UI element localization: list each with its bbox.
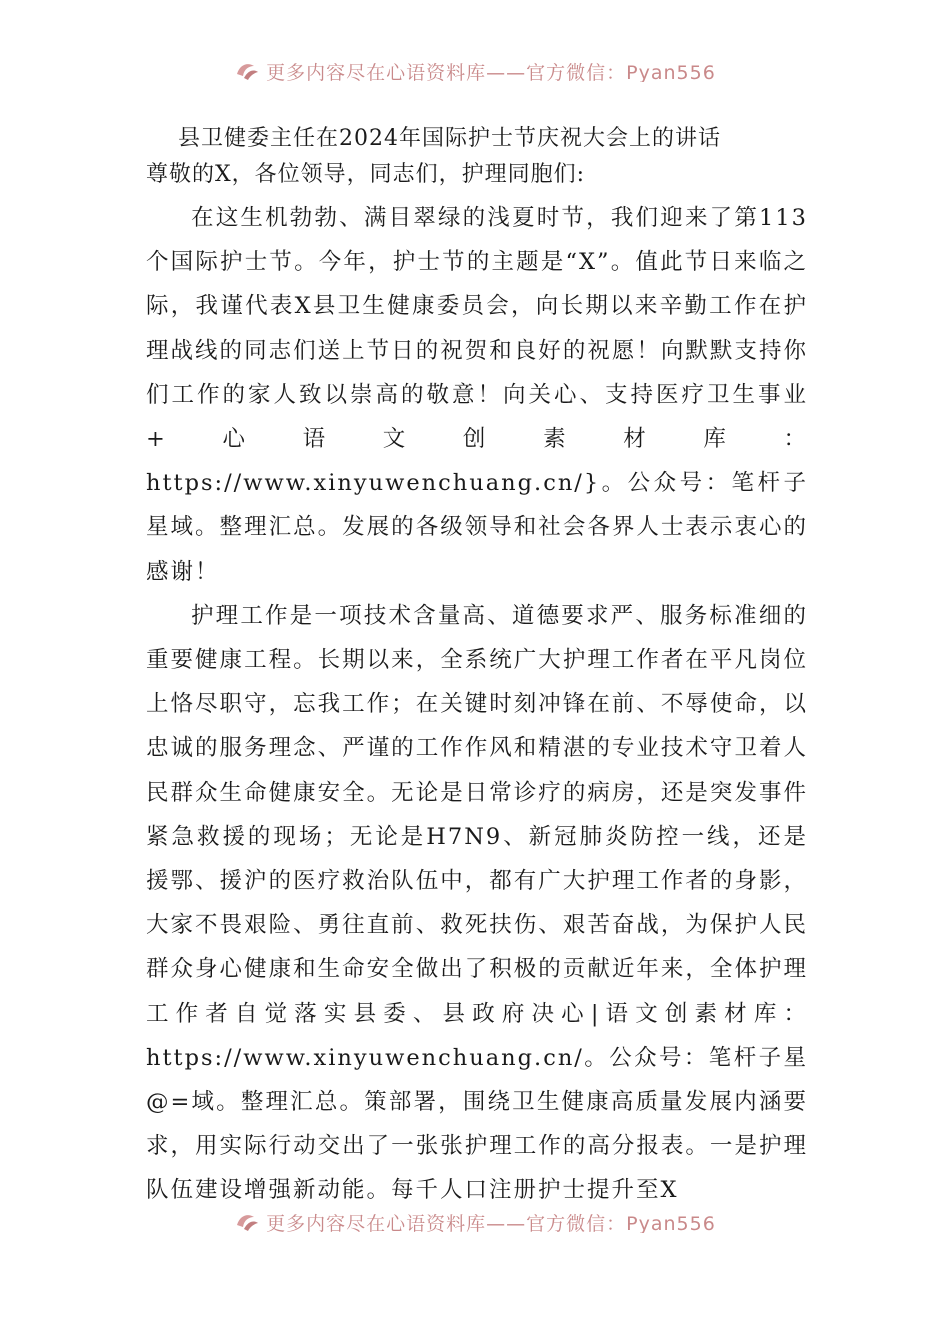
paragraph-2: 护理工作是一项技术含量高、道德要求严、服务标准细的重要健康工程。长期以来，全系统广大护理工作者在平凡岗位上恪尽职守，忘我工作；在关键时刻冲锋在前、不辱使命，以忠诚的服务理念、严谨的工作作风和精湛的专业技术守卫着人民群众生命健康安全。无论是日常诊疗的病房，还是突发事件紧急救援的现场；无论是H7N9、新冠肺炎防控一线，还是援鄂、援沪的医疗救治队伍中，都有广大护理工作者的身影，大家不畏艰险、勇往直前、救死扶伤、艰苦奋战，为保护人民群众身心健康和生命安全做出了积极的贡献近年来，全体护理工作者自觉落实县委、县政府决心|语文创素材库：https://www.xinyuwenchuang.cn/。公众号：笔杆子星@=域。整理汇总。策部署，围绕卫生健康高质量发展内涵要求，用实际行动交出了一张张护理工作的高分报表。一是护理队伍建设增强新动能。每千人口注册护士提升至X bbox=[146, 602, 808, 1204]
salutation: 尊敬的X，各位领导，同志们，护理同胞们: bbox=[146, 162, 586, 187]
watermark-logo-icon bbox=[234, 60, 260, 82]
paragraph-1: 在这生机勃勃、满目翠绿的浅夏时节，我们迎来了第113个国际护士节。今年，护士节的主题是“X”。值此节日来临之际，我谨代表X县卫生健康委员会，向长期以来辛勤工作在护理战线的同志们送上节日的祝贺和良好的祝愿！向默默支持你们工作的家人致以崇高的敬意！向关心、支持医疗卫生事业+心语文创素材库：https://www.xinyuwenchuang.cn/}。公众号：笔杆子星域。整理汇总。发展的各级领导和社会各界人士表示衷心的感谢！ bbox=[146, 205, 808, 585]
document-title: 县卫健委主任在2024年国际护士节庆祝大会上的讲话 bbox=[178, 126, 721, 151]
watermark-text: 更多内容尽在心语资料库——官方微信：Pyan556 bbox=[266, 62, 716, 82]
document-body bbox=[146, 124, 808, 1213]
watermark-text: 更多内容尽在心语资料库——官方微信：Pyan556 bbox=[266, 1213, 716, 1233]
watermark-header bbox=[0, 58, 950, 82]
watermark-footer bbox=[0, 1209, 950, 1233]
watermark-logo-icon bbox=[234, 1211, 260, 1233]
